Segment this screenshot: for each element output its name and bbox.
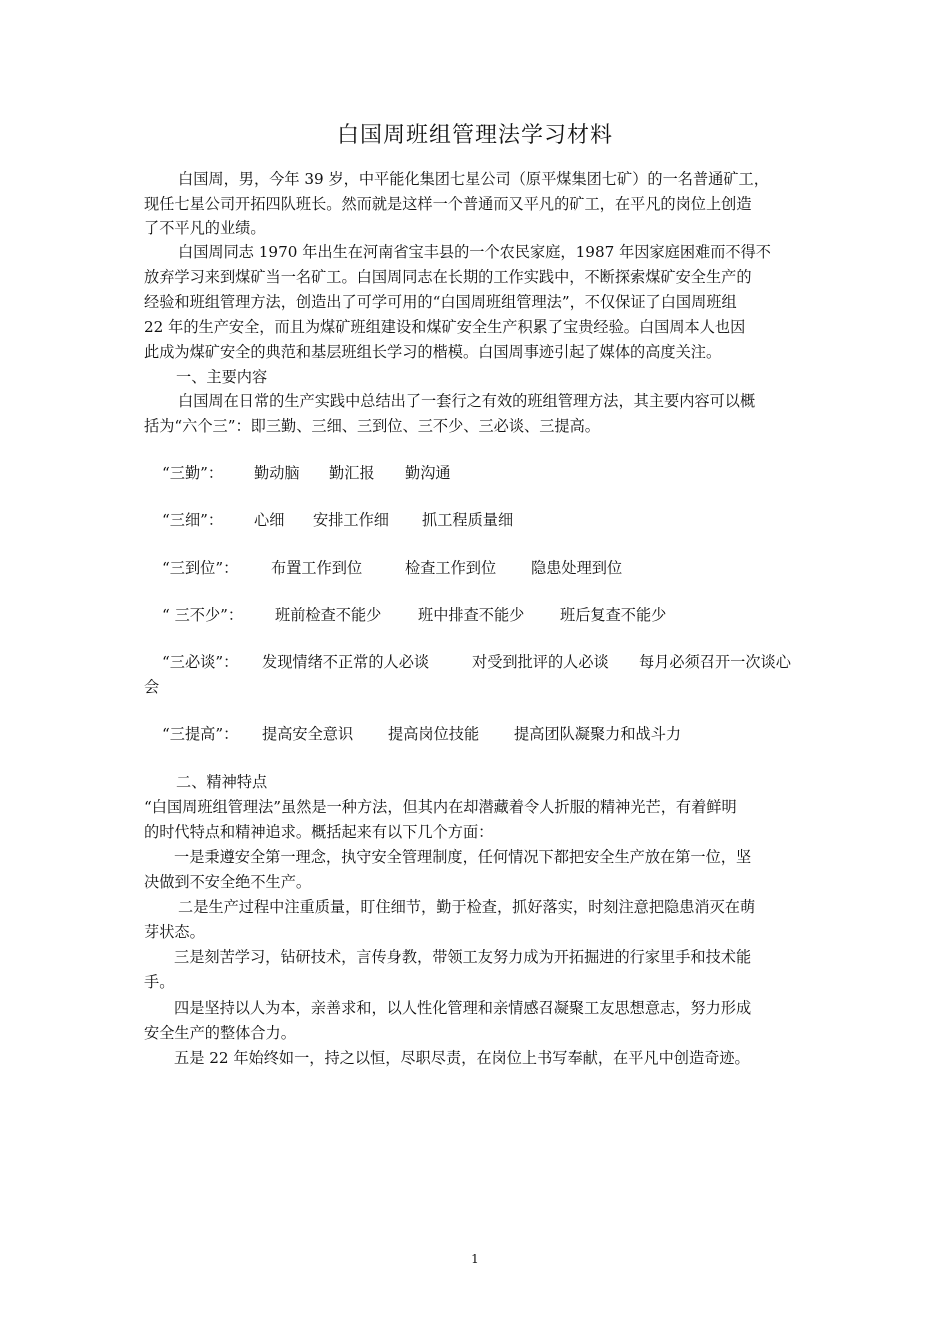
daowei-label: “三到位”： xyxy=(162,559,239,577)
bitan-item-2: 对受到批评的人必谈 xyxy=(472,653,609,671)
intro-p2-line4: 22 年的生产安全，而且为煤矿班组建设和煤矿安全生产积累了宝贵经验。白国周本人也因 xyxy=(144,318,746,336)
section1-para-line1: 白国周在日常的生产实践中总结出了一套行之有效的班组管理方法，其主要内容可以概 xyxy=(178,392,756,410)
bushao-label: “ 三不少”： xyxy=(162,606,244,624)
document-title: 白国周班组管理法学习材料 xyxy=(336,123,613,148)
point4-line2: 安全生产的整体合力。 xyxy=(144,1024,296,1042)
intro-p1-line2: 现任七星公司开拓四队班长。然而就是这样一个普通而又平凡的矿工，在平凡的岗位上创造 xyxy=(144,195,752,213)
bushao-item-3: 班后复查不能少 xyxy=(560,606,667,624)
point4-line1: 四是坚持以人为本，亲善求和，以人性化管理和亲情感召凝聚工友思想意志，努力形成 xyxy=(174,999,752,1017)
tigao-item-2: 提高岗位技能 xyxy=(388,725,480,743)
point2-line2: 芽状态。 xyxy=(144,923,205,941)
section2-heading: 二、精神特点 xyxy=(176,773,268,791)
intro-p2-line5: 此成为煤矿安全的典范和基层班组长学习的楷模。白国周事迹引起了媒体的高度关注。 xyxy=(144,343,722,361)
section1-para-line2: 括为“六个三”：即三勤、三细、三到位、三不少、三必谈、三提高。 xyxy=(144,417,600,435)
intro-p2-line3: 经验和班组管理方法，创造出了可学可用的“白国周班组管理法”，不仅保证了白国周班组 xyxy=(144,293,737,311)
bitan-item-3: 每月必须召开一次谈心 xyxy=(639,653,791,671)
tigao-label: “三提高”： xyxy=(162,725,239,743)
intro-p1-line1: 白国周，男，今年 39 岁，中平能化集团七星公司（原平煤集团七矿）的一名普通矿工， xyxy=(178,170,769,188)
point3-line2: 手。 xyxy=(144,973,175,991)
bushao-item-1: 班前检查不能少 xyxy=(275,606,382,624)
point3-line1: 三是刻苦学习，钻研技术，言传身教，带领工友努力成为开拓掘进的行家里手和技术能 xyxy=(174,948,752,966)
xi-label: “三细”： xyxy=(162,511,224,529)
tigao-item-3: 提高团队凝聚力和战斗力 xyxy=(514,725,682,743)
intro-p2-line2: 放弃学习来到煤矿当一名矿工。白国周同志在长期的工作实践中，不断探索煤矿安全生产的 xyxy=(144,268,752,286)
bitan-item-3-wrap: 会 xyxy=(144,678,160,696)
bitan-item-1: 发现情绪不正常的人必谈 xyxy=(262,653,430,671)
point1-line2: 决做到不安全绝不生产。 xyxy=(144,873,312,891)
qin-label: “三勤”： xyxy=(162,464,224,482)
page-number: 1 xyxy=(471,1252,479,1266)
section2-para-line2: 的时代特点和精神追求。概括起来有以下几个方面： xyxy=(144,823,494,841)
bushao-item-2: 班中排查不能少 xyxy=(418,606,525,624)
xi-item-2: 安排工作细 xyxy=(313,511,389,529)
daowei-item-2: 检查工作到位 xyxy=(405,559,497,577)
xi-item-3: 抓工程质量细 xyxy=(422,511,514,529)
tigao-item-1: 提高安全意识 xyxy=(262,725,354,743)
daowei-item-1: 布置工作到位 xyxy=(271,559,363,577)
intro-p1-line3: 了不平凡的业绩。 xyxy=(144,219,266,237)
intro-p2-line1: 白国周同志 1970 年出生在河南省宝丰县的一个农民家庭，1987 年因家庭困难而不得不 xyxy=(178,243,771,261)
qin-item-1: 勤动脑 xyxy=(254,464,300,482)
xi-item-1: 心细 xyxy=(254,511,285,529)
section1-heading: 一、主要内容 xyxy=(176,368,268,386)
daowei-item-3: 隐患处理到位 xyxy=(531,559,623,577)
qin-item-3: 勤沟通 xyxy=(405,464,451,482)
bitan-label: “三必谈”： xyxy=(162,653,239,671)
qin-item-2: 勤汇报 xyxy=(329,464,375,482)
point5-line1: 五是 22 年始终如一，持之以恒，尽职尽责，在岗位上书写奉献，在平凡中创造奇迹。 xyxy=(174,1049,750,1067)
section2-para-line1: “白国周班组管理法”虽然是一种方法，但其内在却潜藏着令人折服的精神光芒，有着鲜明 xyxy=(144,798,737,816)
point1-line1: 一是秉遵安全第一理念，执守安全管理制度，任何情况下都把安全生产放在第一位，坚 xyxy=(174,848,752,866)
point2-line1: 二是生产过程中注重质量，盯住细节，勤于检查，抓好落实，时刻注意把隐患消灭在萌 xyxy=(178,898,756,916)
